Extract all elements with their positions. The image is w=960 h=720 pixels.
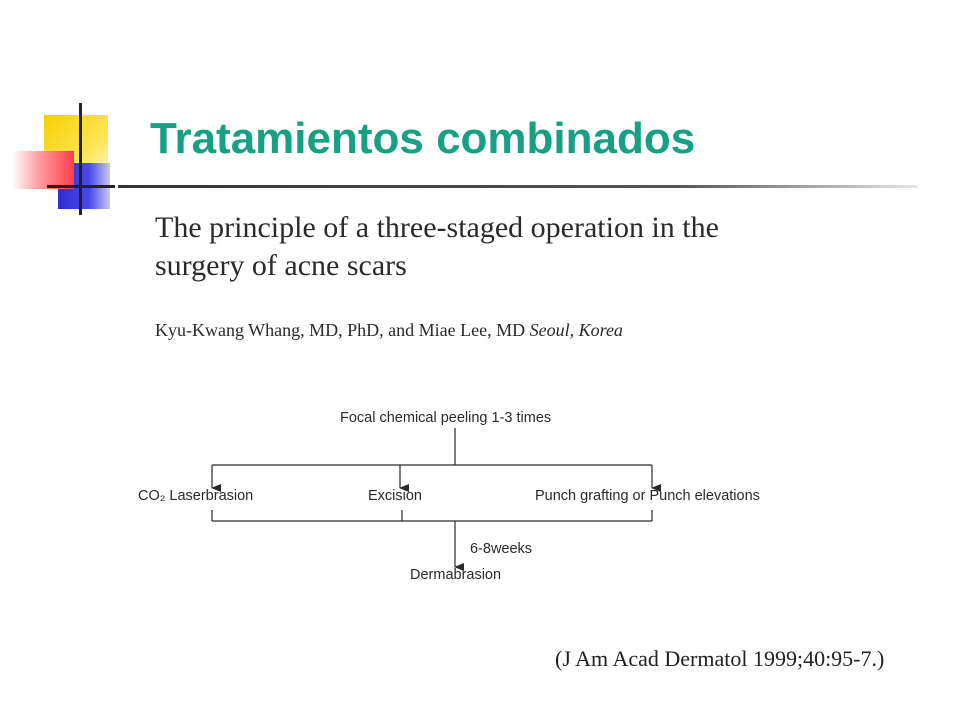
flow-final-step: Dermabrasion <box>410 567 502 583</box>
slide-title: Tratamientos combinados <box>150 114 696 163</box>
flow-branch-excision: Excision <box>368 488 422 504</box>
authors-location: Seoul, Korea <box>529 320 623 340</box>
flow-top-step: Focal chemical peeling 1-3 times <box>340 410 552 426</box>
authors-names: Kyu-Kwang Whang, MD, PhD, and Miae Lee, MD <box>155 320 530 340</box>
flow-interval: 6-8weeks <box>470 541 533 557</box>
paper-title-line-2: surgery of acne scars <box>155 249 407 282</box>
flow-branch-punch: Punch grafting or Punch elevations <box>535 488 760 504</box>
citation: (J Am Acad Dermatol 1999;40:95-7.) <box>555 646 885 671</box>
paper-title-line-1: The principle of a three-staged operation in the <box>155 211 719 244</box>
flow-branch-co2: CO₂ Laserbrasion <box>138 488 254 504</box>
